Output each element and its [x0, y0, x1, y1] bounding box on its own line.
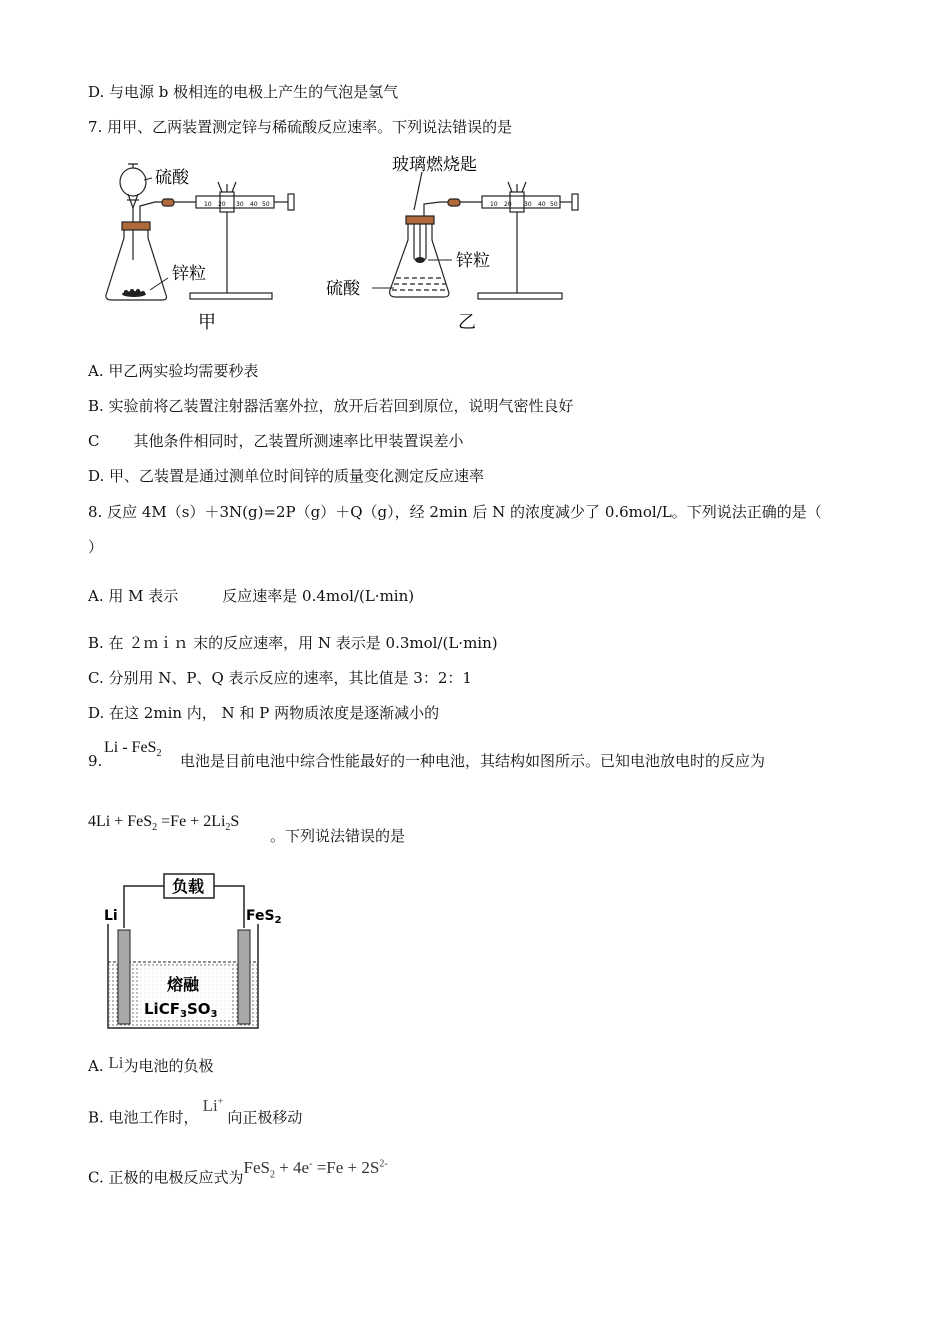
- q8-option-c: C. 分别用 N、P、Q 表示反应的速率，其比值是 3：2：1: [88, 669, 472, 687]
- q9-option-b-text: 向正极移动: [227, 1108, 303, 1127]
- q9-option-b-prefix: B. 电池工作时，: [88, 1108, 199, 1127]
- fes2-main: FeS: [246, 908, 275, 924]
- li-ion: Li: [202, 1095, 218, 1115]
- yi-scale-tick: 50: [550, 201, 558, 208]
- q9-equation: [88, 812, 239, 838]
- q8-option-a-part2: 反应速率是 0.4mol/(L·min): [222, 587, 415, 605]
- eq-sub: 2: [225, 822, 231, 834]
- jia-scale-tick: 30: [236, 201, 244, 208]
- electrolyte-sub: 3: [179, 1009, 187, 1020]
- battery-load-label: 负载: [172, 877, 205, 896]
- yi-caption: 乙: [458, 312, 476, 333]
- eq-sub: 2: [269, 1169, 275, 1181]
- eq-part: FeS: [243, 1157, 270, 1177]
- q8-option-d: D. 在这 2min 内， N 和 P 两物质浓度是逐渐减小的: [88, 704, 440, 722]
- q9-option-a-prefix: A.: [88, 1057, 109, 1075]
- q9-number: 9.: [88, 752, 103, 770]
- jia-scale-tick: 50: [262, 201, 270, 208]
- q9-option-a-text: 为电池的负极: [123, 1057, 214, 1075]
- jia-scale-tick: 20: [218, 201, 226, 208]
- q9-battery-formula: [104, 738, 161, 764]
- electrolyte-part: LiCF: [144, 1000, 180, 1018]
- electrolyte-part: SO: [186, 1000, 211, 1018]
- yi-acid-label: 硫酸: [326, 279, 360, 299]
- q8-option-b: B. 在 ２ｍｉｎ 末的反应速率，用 N 表示是 0.3mol/(L·min): [88, 634, 498, 652]
- q9-stem-line2: 。下列说法错误的是: [270, 827, 406, 845]
- q9-option-b: [88, 1095, 303, 1128]
- yi-spoon-label: 玻璃燃烧匙: [392, 155, 477, 175]
- q6-option-d: D. 与电源 b 极相连的电极上产生的气泡是氢气: [88, 83, 399, 101]
- jia-zinc-label: 锌粒: [172, 264, 206, 284]
- yi-scale-tick: 10: [490, 201, 498, 208]
- fes2-sub: 2: [274, 915, 282, 926]
- q9-option-a: [88, 1053, 214, 1076]
- eq-sup: 2-: [379, 1158, 388, 1169]
- battery-li-label: Li: [104, 908, 118, 924]
- jia-acid-label: 硫酸: [155, 168, 189, 188]
- q7-option-c-letter: C: [88, 432, 100, 450]
- q7-option-c: [88, 431, 464, 451]
- eq-part: =Fe + 2Li: [157, 813, 226, 830]
- q9-option-c-prefix: C. 正极的电极反应式为: [88, 1168, 244, 1187]
- eq-sub: 2: [152, 822, 158, 834]
- q7-option-b: B. 实验前将乙装置注射器活塞外拉，放开后若回到原位，说明气密性良好: [88, 397, 574, 415]
- q9-option-b-formula: [203, 1096, 224, 1115]
- q9-option-c: [88, 1157, 388, 1195]
- eq-part: =Fe + 2S: [312, 1157, 380, 1177]
- eq-part: 4Li + FeS: [88, 813, 153, 830]
- jia-caption: 甲: [198, 312, 216, 333]
- battery-figure: [100, 868, 290, 1033]
- electrolyte-sub: 3: [210, 1009, 218, 1020]
- q9-battery-main: Li - FeS: [104, 739, 157, 756]
- yi-scale-tick: 20: [504, 201, 512, 208]
- li-ion-charge: +: [217, 1096, 224, 1107]
- electrolyte-label-line1: 熔融: [167, 975, 200, 994]
- q7-stem: 7. 用甲、乙两装置测定锌与稀硫酸反应速率。下列说法错误的是: [88, 118, 513, 136]
- q9-option-a-formula: Li: [108, 1053, 124, 1072]
- q9-battery-sub: 2: [156, 748, 162, 760]
- battery-fes2-label: [246, 908, 282, 926]
- q7-option-a: A. 甲乙两实验均需要秒表: [88, 362, 259, 380]
- q8-stem-line1: 8. 反应 4M（s）＋3N(g)=2P（g）＋Q（g），经 2min 后 N 的浓度减少了 0.6mol/L。下列说法正确的是（: [88, 503, 822, 521]
- apparatus-jia-figure: [100, 150, 310, 335]
- yi-scale-tick: 40: [538, 201, 546, 208]
- q7-option-d: D. 甲、乙装置是通过测单位时间锌的质量变化测定反应速率: [88, 467, 485, 485]
- eq-sup: -: [309, 1158, 313, 1169]
- q8-stem-line2: ）: [88, 538, 104, 556]
- q9-option-c-formula: [243, 1157, 388, 1181]
- eq-part: + 4e: [274, 1157, 310, 1177]
- q8-option-a-part1: A. 用 M 表示: [88, 587, 179, 605]
- q8-option-a: [88, 586, 414, 606]
- jia-scale-tick: 10: [204, 201, 212, 208]
- yi-scale-tick: 30: [524, 201, 532, 208]
- apparatus-yi-figure: [320, 150, 590, 335]
- q9-stem-line1: 电池是目前电池中综合性能最好的一种电池，其结构如图所示。已知电池放电时的反应为: [180, 752, 766, 770]
- yi-zinc-label: 锌粒: [456, 251, 490, 271]
- eq-part: S: [230, 813, 240, 830]
- jia-scale-tick: 40: [250, 201, 258, 208]
- q7-option-c-text: 其他条件相同时，乙装置所测速率比甲装置误差小: [133, 432, 464, 450]
